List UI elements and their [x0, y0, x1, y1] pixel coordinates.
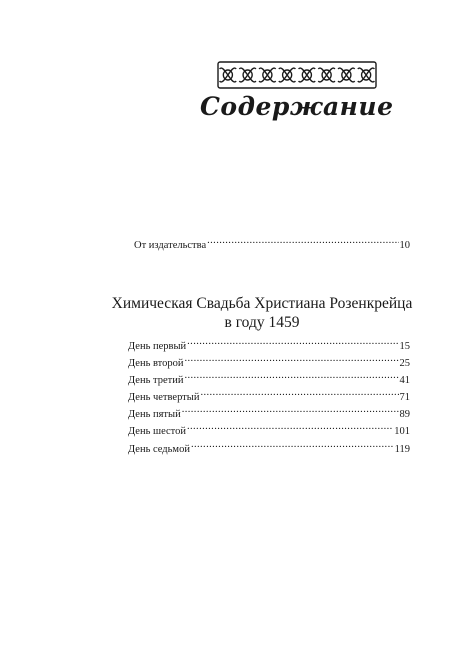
- toc-entry-publisher[interactable]: [134, 236, 410, 252]
- toc-leader-dots: [191, 440, 394, 452]
- toc-entry-page: 119: [394, 443, 410, 455]
- toc-entry[interactable]: [128, 388, 410, 404]
- toc-entry-label: День шестой: [128, 426, 186, 438]
- section-title-line: в году 1459: [224, 314, 300, 331]
- toc-entry[interactable]: [128, 337, 410, 353]
- toc-leader-dots: [184, 371, 398, 383]
- toc-entry-label: День седьмой: [128, 443, 190, 455]
- toc-leader-dots: [200, 388, 398, 400]
- toc-entry-label: От издательства: [134, 240, 207, 251]
- toc-entry-page: 71: [399, 392, 410, 404]
- toc-leader-dots: [182, 405, 399, 417]
- toc-entry-page: 89: [399, 409, 410, 421]
- toc-entry-page: 101: [394, 426, 410, 438]
- toc-entry-page: 15: [399, 341, 410, 352]
- toc-entry-page: 25: [399, 358, 410, 370]
- toc-entry[interactable]: [128, 440, 410, 456]
- toc-entry-label: День первый: [128, 341, 187, 352]
- toc-entry-page: 41: [399, 375, 410, 387]
- toc-leader-dots: [187, 422, 393, 434]
- toc-list: [128, 337, 410, 457]
- toc-entry-label: День пятый: [128, 409, 181, 421]
- toc-leader-dots: [187, 337, 398, 349]
- section-heading: [100, 294, 424, 332]
- toc-entry[interactable]: [128, 354, 410, 370]
- page-title: Содержание: [200, 92, 394, 121]
- toc-entry[interactable]: [128, 405, 410, 421]
- toc-entry-label: День четвертый: [128, 392, 200, 404]
- toc-entry[interactable]: [128, 422, 410, 438]
- toc-leader-dots: [185, 354, 399, 366]
- toc-leader-dots: [207, 236, 398, 248]
- toc-entry[interactable]: [128, 371, 410, 387]
- toc-entry-label: День второй: [128, 358, 184, 370]
- toc-entry-label: День третий: [128, 375, 184, 387]
- section-title-line: Химическая Свадьба Христиана Розенкрейца: [111, 295, 413, 312]
- celtic-knot-border-icon: [217, 60, 377, 90]
- toc-entry-page: 10: [399, 240, 410, 251]
